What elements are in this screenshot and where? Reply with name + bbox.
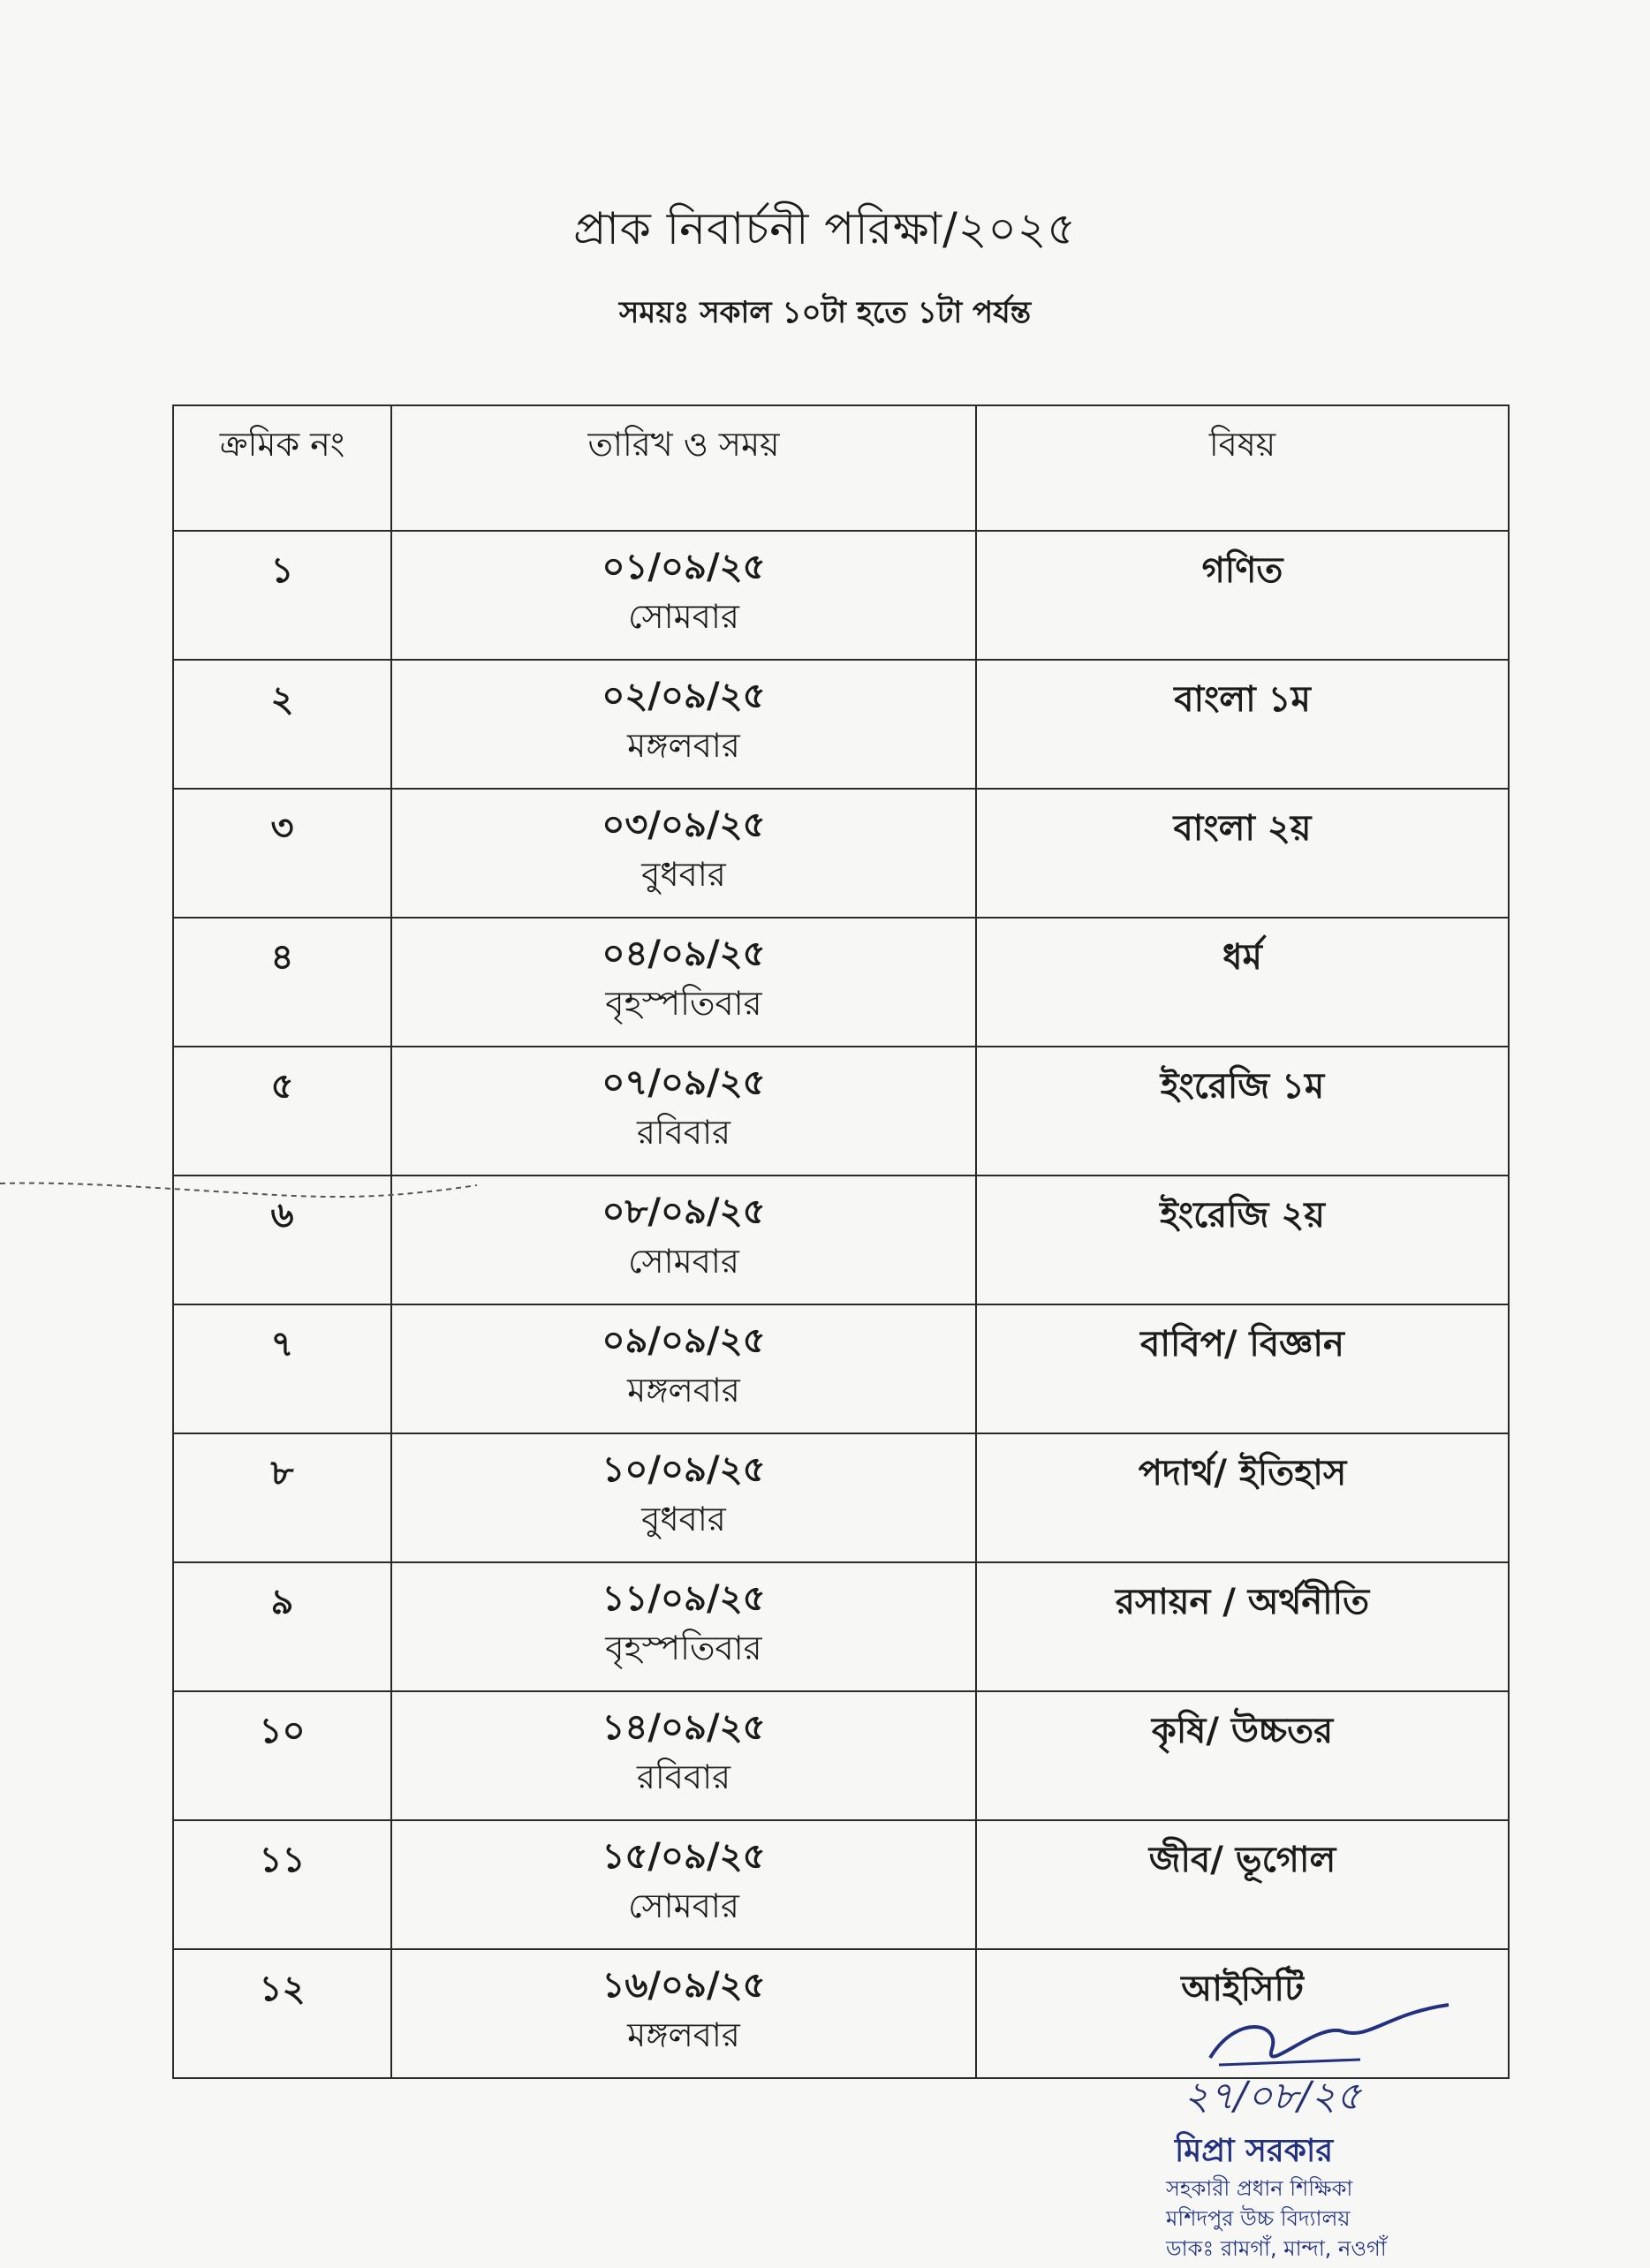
day: বুধবার (641, 1500, 726, 1538)
table-row (173, 1562, 1509, 1691)
date: ০৪/০৯/২৫ (602, 934, 766, 974)
date: ০৩/০৯/২৫ (602, 805, 766, 845)
stamp-school: মশিদপুর উচ্চ বিদ্যালয় (1166, 2206, 1351, 2231)
exam-schedule-table (172, 404, 1510, 2079)
exam-time: সময়ঃ সকাল ১০টা হতে ১টা পর্যন্ত (618, 295, 1032, 330)
date: ১৫/০৯/২৫ (602, 1836, 766, 1877)
day: সোমবার (628, 1886, 739, 1925)
date-cell (391, 1691, 976, 1820)
serial-cell: ৪ (173, 918, 391, 1047)
subject-cell: ইংরেজি ২য় (976, 1176, 1509, 1304)
serial-cell: ১ (173, 531, 391, 660)
date: ১১/০৯/২৫ (602, 1578, 766, 1619)
subject-cell: রসায়ন / অর্থনীতি (976, 1562, 1509, 1691)
pen-mark (0, 1148, 530, 1219)
serial-cell: ৭ (173, 1304, 391, 1433)
subject-cell: জীব/ ভূগোল (976, 1820, 1509, 1949)
serial-cell: ১২ (173, 1949, 391, 2078)
day: রবিবার (637, 1113, 730, 1152)
table-row (173, 531, 1509, 660)
stamp-address: ডাকঃ রামগাঁ, মান্দা, নওগাঁ (1166, 2236, 1387, 2261)
subject-cell: ইংরেজি ১ম (976, 1047, 1509, 1176)
document-title: প্রাক নিবার্চনী পরিক্ষা/২০২৫ (573, 203, 1077, 254)
table-row (173, 1820, 1509, 1949)
table-row (173, 1691, 1509, 1820)
subject-cell: কৃষি/ উচ্চতর (976, 1691, 1509, 1820)
subject-cell: পদার্থ/ ইতিহাস (976, 1433, 1509, 1562)
table-row (173, 918, 1509, 1047)
subject-cell: আইসিটি (976, 1949, 1509, 2078)
signature-date: ২৭/০৮/২৫ (1184, 2074, 1362, 2119)
stamp-designation: সহকারী প্রধান শিক্ষিকা (1166, 2176, 1353, 2201)
date-cell (391, 1304, 976, 1433)
date: ০৯/০৯/২৫ (602, 1320, 766, 1361)
serial-cell: ২ (173, 660, 391, 789)
date: ১৪/০৯/২৫ (602, 1707, 766, 1748)
table-header-row (173, 405, 1509, 531)
subject-cell: ধর্ম (976, 918, 1509, 1047)
table-row (173, 660, 1509, 789)
signature-stamp (1148, 1996, 1502, 2261)
serial-cell: ৯ (173, 1562, 391, 1691)
date-cell (391, 1433, 976, 1562)
serial-cell: ১০ (173, 1691, 391, 1820)
subject-cell: বাবিপ/ বিজ্ঞান (976, 1304, 1509, 1433)
date-cell (391, 1562, 976, 1691)
serial-cell: ১১ (173, 1820, 391, 1949)
date-cell (391, 1820, 976, 1949)
serial-cell: ৬ (173, 1176, 391, 1304)
day: মঙ্গলবার (627, 2015, 740, 2054)
subject-cell: বাংলা ১ম (976, 660, 1509, 789)
date-cell (391, 531, 976, 660)
header-subject: বিষয় (976, 405, 1509, 531)
header-serial: ক্রমিক নং (173, 405, 391, 531)
date-cell (391, 918, 976, 1047)
table-row (173, 1304, 1509, 1433)
day: সোমবার (628, 1242, 739, 1281)
date: ০৭/০৯/২৫ (602, 1062, 766, 1103)
day: রবিবার (637, 1758, 730, 1796)
serial-cell: ৮ (173, 1433, 391, 1562)
table-row (173, 1433, 1509, 1562)
subject-cell: গণিত (976, 531, 1509, 660)
date: ১৬/০৯/২৫ (602, 1965, 766, 2006)
day: মঙ্গলবার (627, 726, 740, 765)
serial-cell: ৫ (173, 1047, 391, 1176)
date-cell (391, 660, 976, 789)
day: বৃহস্পতিবার (605, 984, 762, 1023)
serial-cell: ৩ (173, 789, 391, 918)
day: মঙ্গলবার (627, 1371, 740, 1410)
day: বৃহস্পতিবার (605, 1629, 762, 1667)
stamp-name: মিপ্রা সরকার (1175, 2133, 1334, 2169)
subject-cell: বাংলা ২য় (976, 789, 1509, 918)
date-cell (391, 1949, 976, 2078)
day: সোমবার (628, 597, 739, 636)
day: বুধবার (641, 855, 726, 894)
date: ০১/০৯/২৫ (602, 547, 766, 587)
table-row (173, 789, 1509, 918)
date: ১০/০৯/২৫ (602, 1449, 766, 1490)
date: ০৮/০৯/২৫ (602, 1191, 766, 1232)
date-cell (391, 789, 976, 918)
date: ০২/০৯/২৫ (602, 676, 766, 716)
header-date-time: তারিখ ও সময় (391, 405, 976, 531)
signature-scribble (1184, 1996, 1466, 2075)
